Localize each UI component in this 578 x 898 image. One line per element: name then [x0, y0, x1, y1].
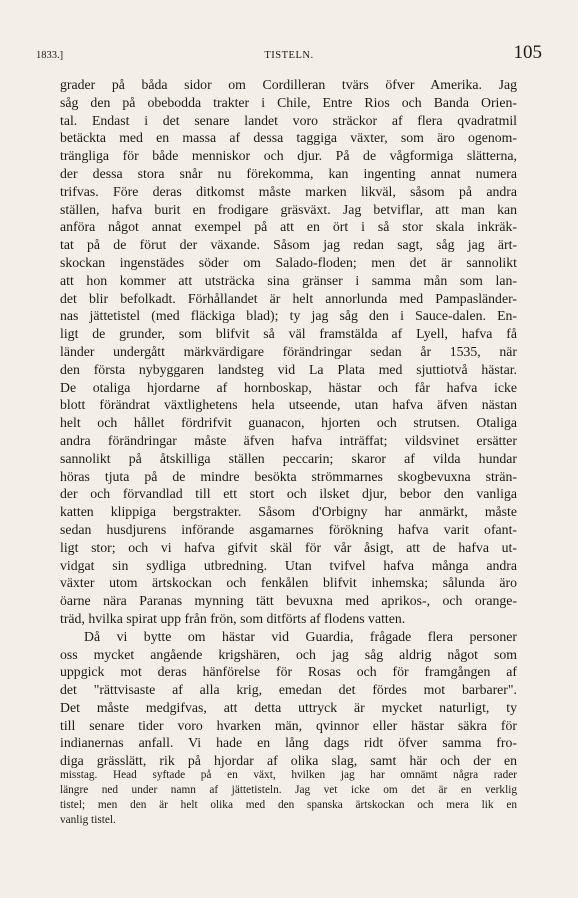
text-line: Då vi bytte om hästar vid Guardia, frågade flera personer	[84, 628, 517, 644]
text-line: till senare tider voro hvarken män, qvinnor eller hästar säkra för	[60, 717, 517, 733]
text-line: det blir befolkadt. Förhållandet är helt annorlunda med Pampasländer-	[60, 290, 517, 306]
text-line: tal. Endast i det senare landet voro sträckor af flera qvadratmil	[60, 112, 517, 128]
text-line: Det måste medgifvas, att detta uttryck är mycket naturligt, ty	[60, 699, 517, 715]
header-title: TISTELN.	[264, 50, 314, 61]
text-line: uppgick mot deras hänförelse för Rosas och för framgången af	[60, 664, 517, 680]
text-line: höras tjuta på de mindre besökta strömmarnes skogbevuxna strän-	[60, 468, 517, 484]
text-line: den första nybyggaren landsteg vid La Plata med sjuttiotvå hästar.	[60, 361, 517, 377]
text-line: trifvas. Före deras ditkomst måste marken likväl, såsom på andra	[60, 183, 517, 199]
footnote-line: längre ned under namn af jättetisteln. Jag vet icke om det är en verklig	[60, 784, 517, 796]
text-line: helt och hållet fördrifvit guanacon, hjorten och strutsen. Otaliga	[60, 415, 517, 431]
text-line: nas jättetistel (med fläckiga blad); ty jag såg den i Sauce-dalen. En-	[60, 308, 517, 324]
text-line: sannolikt på åtskilliga ställen peccarin; skaror af vilda hundar	[60, 450, 517, 466]
text-line: det "rättvisaste af alla krig, emedan det fördes mot barbarer".	[60, 682, 517, 698]
text-line: der och förvandlad till ett stort och ilsket djur, bebor den vanliga	[60, 486, 517, 502]
page-number: 105	[513, 42, 542, 63]
text-line: att hon kommer att utsträcka sina gränser i samma mån som lan-	[60, 272, 517, 288]
footnote	[60, 768, 517, 828]
header-year: 1833.]	[36, 50, 64, 61]
footnote-line: vanlig tistel.	[60, 814, 116, 826]
text-line: indianernas anfall. Vi hade en lång dags ridt öfver samma fro-	[60, 735, 517, 751]
footnote-line: misstag. Head syftade på en växt, hvilken jag har omnämt några rader	[60, 769, 517, 781]
text-line: De otaliga hjordarne af hornboskap, hästar och får hafva icke	[60, 379, 517, 395]
text-line: träd, hvilka spirat upp från frön, som ditförts af flodens vatten.	[60, 610, 406, 626]
text-line: länder undergått märkvärdigare förändringar sedan år 1535, när	[60, 343, 517, 359]
paragraph	[60, 76, 517, 628]
text-line: växter utom ärtskockan och fenkålen blifvit inhemska; sålunda äro	[60, 575, 517, 591]
running-header	[36, 42, 542, 68]
text-line: ställen, hafva burit en frodigare gräsväxt. Jag betviflar, att man kan	[60, 201, 517, 217]
text-line: ligt stor; och vi hafva gifvit skäl för vår åsigt, att de hafva ut-	[60, 539, 517, 555]
text-line: sedan husdjurens införande asgamarnes förökning hafva varit ofant-	[60, 521, 517, 537]
text-line: der dessa stora snår nu förekomma, kan ingenting annat numera	[60, 165, 517, 181]
text-line: trängliga för både menniskor och djur. På de vågformiga slätterna,	[60, 148, 517, 164]
text-line: anföra något annat exempel på att en ört i så stor skala inkräk-	[60, 219, 517, 235]
text-line: vidgat sin sydliga utbredning. Utan tvifvel hafva många andra	[60, 557, 517, 573]
text-line: katten klippiga bergstrakter. Såsom d'Orbigny har anmärkt, måste	[60, 504, 517, 520]
footnote-line: tistel; men den är helt olika med den spanska ärtskockan och mera lik en	[60, 799, 517, 811]
paragraph	[60, 628, 517, 770]
text-line: betäckta med en massa af dessa taggiga växter, som äro ogenom-	[60, 130, 517, 146]
text-line: öarne nära Paranas mynning tätt bevuxna med aprikos-, och orange-	[60, 593, 517, 609]
text-line: andra förändringar måste äfven hafva inträffat; vildsvinet ersätter	[60, 432, 517, 448]
text-line: blott förändrat växtlighetens hela utseende, utan hafva äfven nästan	[60, 397, 517, 413]
text-line: oss mycket angående krigshären, och jag såg aldrig något som	[60, 646, 517, 662]
text-line: skockan ingenstädes söder om Salado-floden; men det är sannolikt	[60, 254, 517, 270]
text-line: tat på de förut der växande. Såsom jag redan sagt, såg jag ärt-	[60, 237, 517, 253]
main-text	[60, 76, 517, 770]
text-line: ligt de grunder, som blifvit så väl framstälda af Lyell, hafva få	[60, 326, 517, 342]
text-line: diga grässlätt, rik på hjordar af olika slag, samt här och der en	[60, 753, 517, 769]
text-line: såg den på obebodda trakter i Chile, Entre Rios och Banda Orien-	[60, 94, 517, 110]
text-line: grader på båda sidor om Cordilleran tvärs öfver Amerika. Jag	[60, 77, 517, 92]
